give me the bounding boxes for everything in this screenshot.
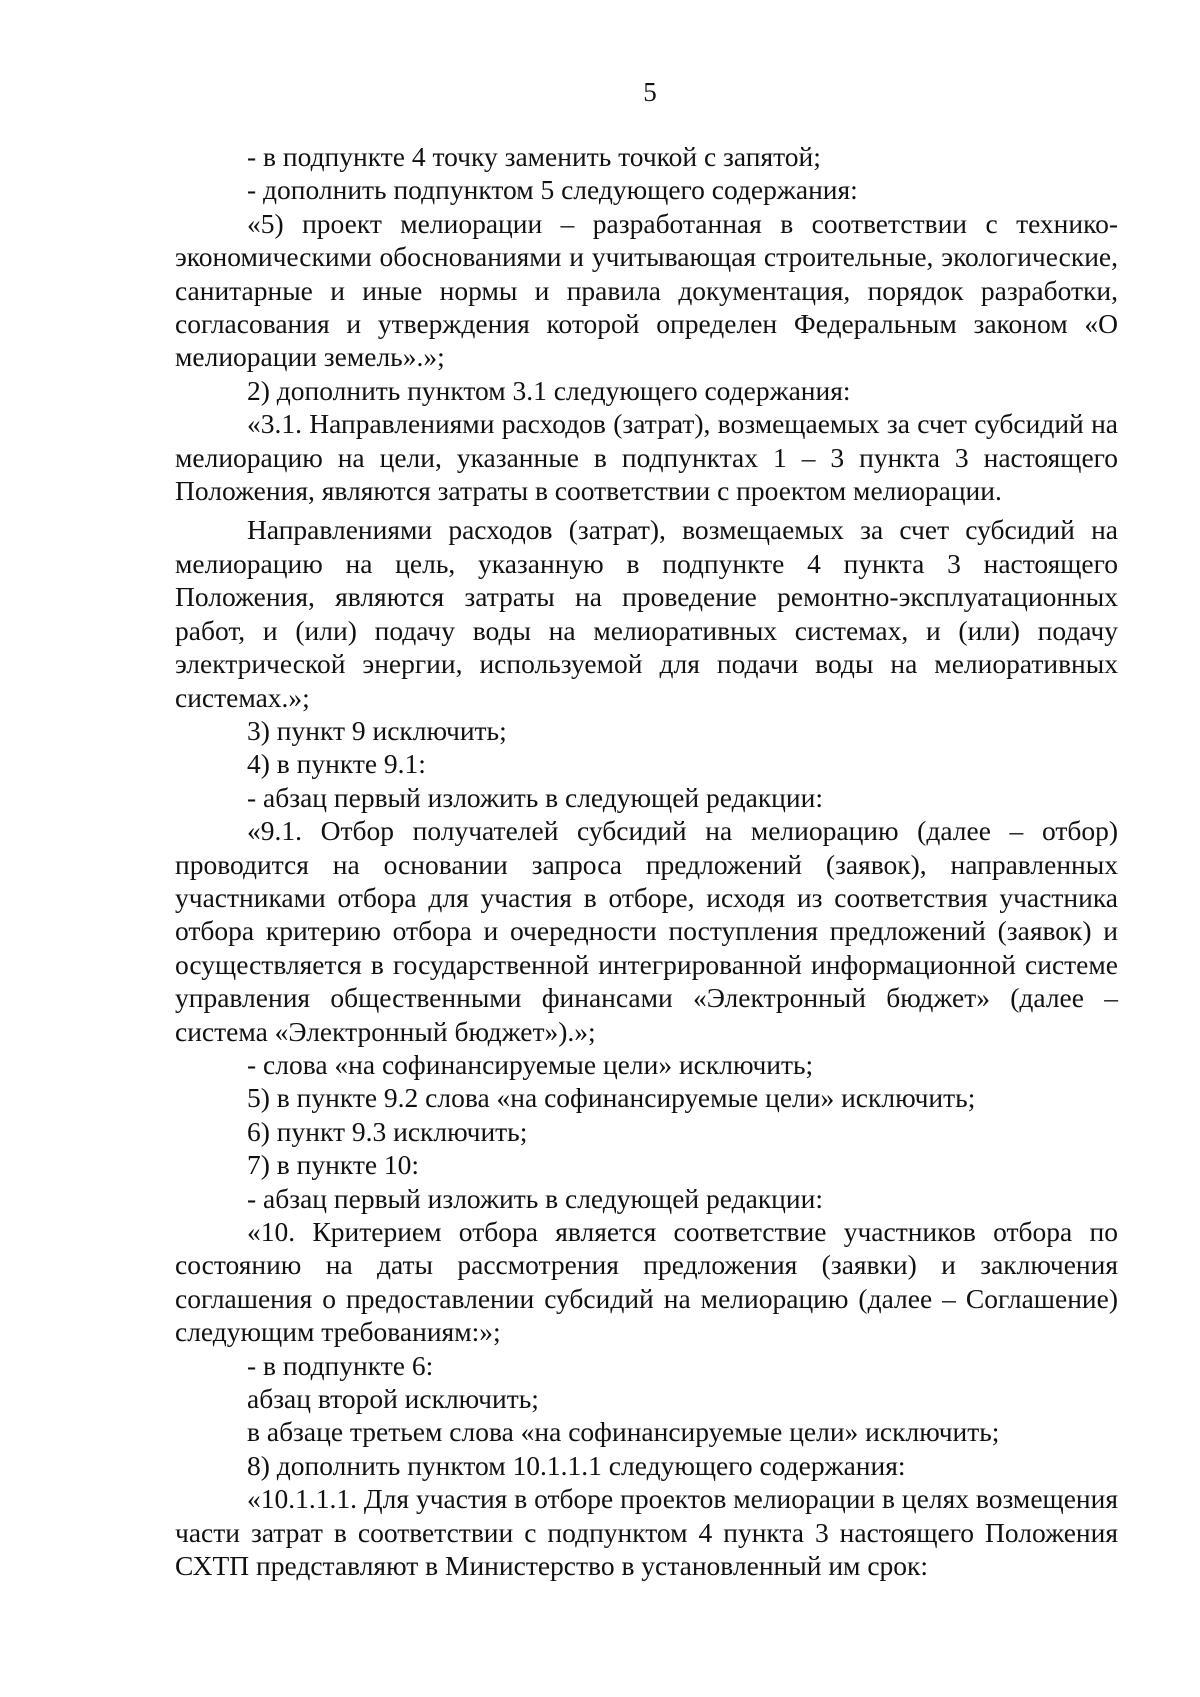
paragraph-first-abzac-9-1: - абзац первый изложить в следующей редакции: (247, 781, 823, 813)
paragraph-abzac-second: абзац второй исключить; (247, 1383, 539, 1415)
page-number: 5 (643, 77, 657, 107)
paragraph-item-8: 8) дополнить пунктом 10.1.1.1 следующего содержания: (247, 1449, 906, 1481)
paragraph-subitem-5-text: «5) проект мелиорации – разработанная в соответствии с технико-экономическими обоснованиями и учитывающая строительные, экологические, санитарные и иные нормы и правила документация, порядок разработки, согласования и утверждения которой определен Федеральным законом «О мелиорации земель».»; (175, 207, 1118, 373)
paragraph-item-9-1-text: «9.1. Отбор получателей субсидий на мелиорацию (далее – отбор) проводится на основании запроса предложений (заявок), направленных участниками отбора для участия в отборе, исходя из соответствия участника отбора критерию отбора и очередности поступления предложений (заявок) и осуществляется в государственной интегрированной информационной системе управления общественными финансами «Электронный бюджет» (далее – система «Электронный бюджет»).»; (175, 815, 1118, 1047)
paragraph-subitem-4-replace: - в подпункте 4 точку заменить точкой с запятой; (247, 141, 821, 172)
paragraph-add-subitem-5: - дополнить подпунктом 5 следующего содержания: (247, 174, 858, 206)
paragraph-item-10-1-1-1-text: «10.1.1.1. Для участия в отборе проектов мелиорации в целях возмещения части затрат в соответствии с подпунктом 4 пункта 3 настоящего Положения СХТП представляют в Министерство в установленный им срок: (175, 1483, 1118, 1582)
paragraph-abzac-third: в абзаце третьем слова «на софинансируемые цели» исключить; (247, 1416, 1000, 1448)
paragraph-subitem-6: - в подпункте 6: (247, 1349, 434, 1381)
paragraph-item-5: 5) в пункте 9.2 слова «на софинансируемые цели» исключить; (247, 1082, 976, 1114)
paragraph-item-3-1-second: Направлениями расходов (затрат), возмещаемых за счет субсидий на мелиорацию на цель, указанную в подпункте 4 пункта 3 настоящего Положения, являются затраты на проведение ремонтно-эксплуатационных работ, и (или) подачу воды на мелиоративных системах, и (или) подачу электрической энергии, используемой для подачи воды на мелиоративных системах.»; (175, 514, 1118, 713)
document-body (175, 140, 1118, 1582)
paragraph-item-3: 3) пункт 9 исключить; (247, 714, 507, 746)
paragraph-item-6: 6) пункт 9.3 исключить; (247, 1115, 528, 1147)
paragraph-item-3-1-text: «3.1. Направлениями расходов (затрат), возмещаемых за счет субсидий на мелиорацию на цели, указанные в подпунктах 1 – 3 пункта 3 настоящего Положения, являются затраты в соответствии с проектом мелиорации. (175, 408, 1118, 507)
paragraph-item-10-text: «10. Критерием отбора является соответствие участников отбора по состоянию на даты рассмотрения предложения (заявки) и заключения соглашения о предоставлении субсидий на мелиорацию (далее – Соглашение) следующим требованиям:»; (175, 1216, 1118, 1348)
paragraph-item-7: 7) в пункте 10: (247, 1149, 420, 1181)
paragraph-first-abzac-10: - абзац первый изложить в следующей редакции: (247, 1182, 823, 1214)
paragraph-words-exclude: - слова «на софинансируемые цели» исключить; (247, 1048, 814, 1080)
paragraph-item-2: 2) дополнить пунктом 3.1 следующего содержания: (247, 374, 851, 406)
paragraph-item-4: 4) в пункте 9.1: (247, 748, 426, 780)
